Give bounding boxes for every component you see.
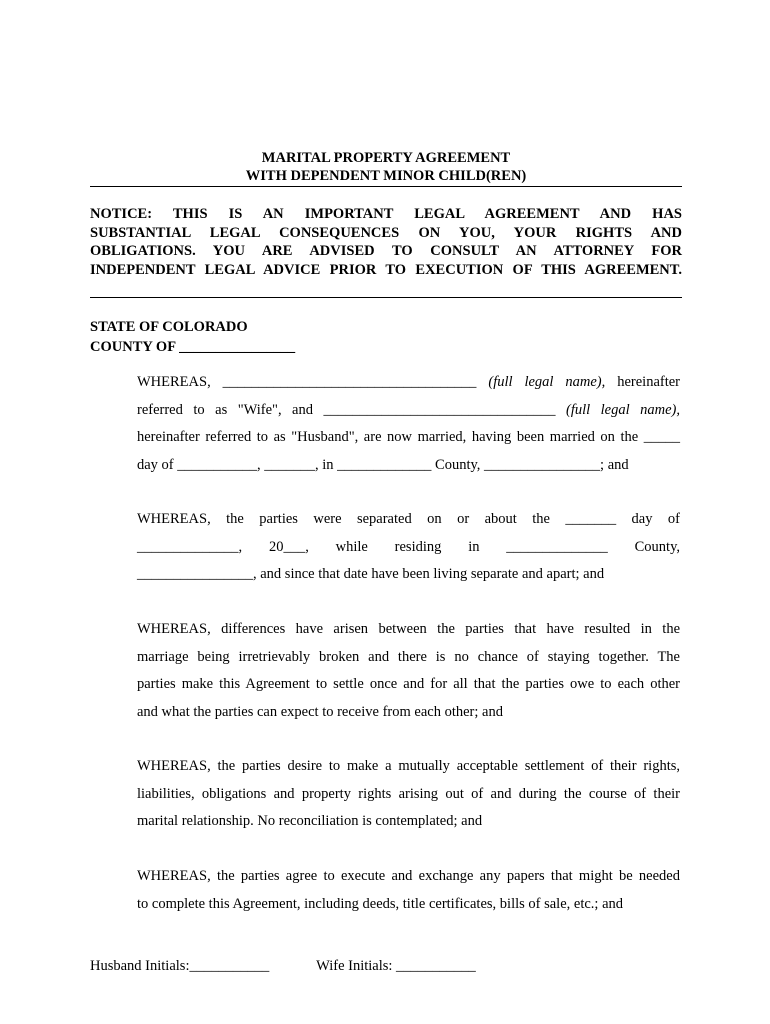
paragraph-line: marital relationship. No reconciliation is contemplated; and [137,813,483,829]
notice-line: INDEPENDENT LEGAL ADVICE PRIOR TO EXECUTION OF THIS AGREEMENT. [90,261,682,278]
paragraph-line: marriage being irretrievably broken and there is no chance of staying together. The [137,648,680,665]
husband-name-blank[interactable]: referred to as "Wife", and ________________________________ [137,401,556,418]
wife-initials-field[interactable]: Wife Initials: ___________ [316,958,476,974]
paragraph-line [137,369,680,397]
state-line: STATE OF COLORADO [90,319,248,335]
whereas-paragraph-4 [137,753,680,836]
paragraph-line [137,397,680,425]
initials-footer [90,958,476,975]
paragraph-line: WHEREAS, differences have arisen between the parties that have resulted in the [137,621,680,637]
whereas-paragraph-1 [137,369,680,479]
whereas-paragraph-5 [137,863,680,918]
county-blank[interactable]: ________________ [179,339,296,355]
notice-block [90,205,682,279]
paragraph-text: hereinafter [617,374,681,390]
county-line [90,337,295,357]
wife-name-blank[interactable]: WHEREAS, ___________________________________ [137,374,477,390]
paragraph-line: ________________, and since that date have been living separate and apart; and [137,566,605,582]
note-text: (full legal name), [566,401,681,418]
paragraph-line: WHEREAS, the parties desire to make a mutually acceptable settlement of their rights, [137,758,680,774]
whereas-paragraph-2 [137,506,680,589]
notice-rule [90,297,682,298]
document-title: MARITAL PROPERTY AGREEMENT [261,150,511,166]
whereas-paragraph-3 [137,616,680,726]
notice-line: SUBSTANTIAL LEGAL CONSEQUENCES ON YOU, YOUR RIGHTS AND [90,224,682,241]
paragraph-line: WHEREAS, the parties were separated on or about the _______ day of [137,511,680,527]
county-label: COUNTY OF [90,339,176,355]
document-subtitle: WITH DEPENDENT MINOR CHILD(REN) [245,168,527,184]
paragraph-line: hereinafter referred to as "Husband", are now married, having been married on the _____ [137,429,680,445]
paragraph-line: day of ___________, _______, in _____________ County, ________________; and [137,456,629,473]
venue-block [90,317,295,357]
paragraph-line: to complete this Agreement, including deeds, title certificates, bills of sale, etc.; and [137,895,624,912]
husband-initials-field[interactable]: Husband Initials:___________ [90,958,270,974]
paragraph-line: and what the parties can expect to receive from each other; and [137,703,503,720]
paragraph-line: ______________, 20___, while residing in ______________ County, [137,538,680,555]
paragraph-line: parties make this Agreement to settle once and for all that the parties owe to each other [137,676,680,692]
note-text: (full legal name), [488,374,606,390]
notice-line: NOTICE: THIS IS AN IMPORTANT LEGAL AGREEMENT AND HAS [90,206,682,222]
paragraph-line: WHEREAS, the parties agree to execute and exchange any papers that might be needed [137,868,680,884]
paragraph-line: liabilities, obligations and property rights arising out of and during the course of their [137,785,680,802]
title-rule [90,186,682,187]
notice-line: OBLIGATIONS. YOU ARE ADVISED TO CONSULT AN ATTORNEY FOR [90,243,682,259]
